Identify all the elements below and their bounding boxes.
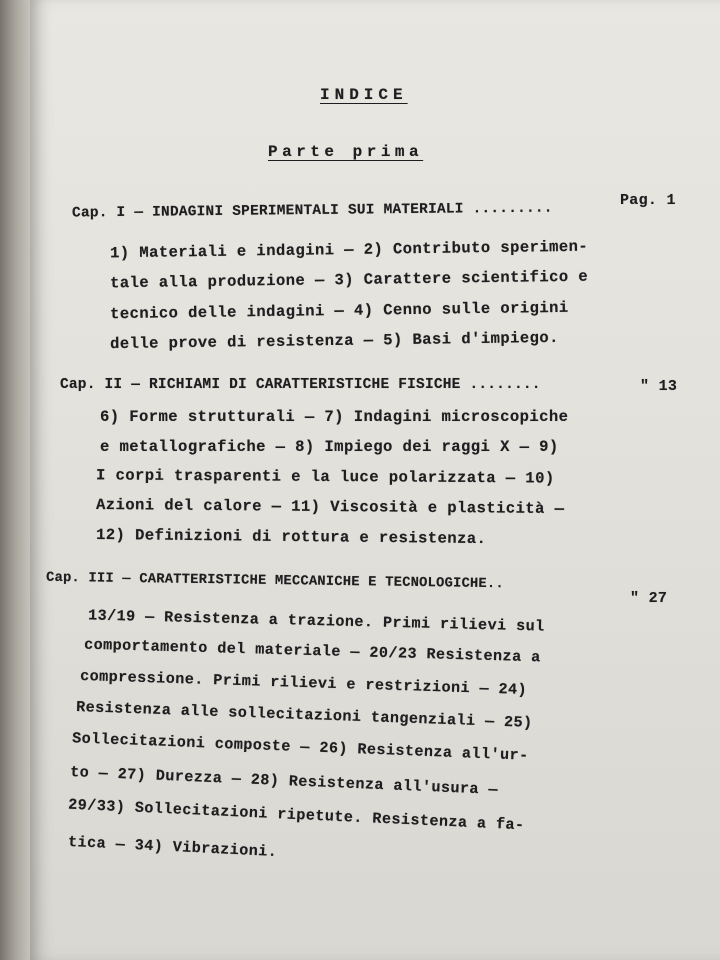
chapter-1-heading: Cap. I — INDAGINI SPERIMENTALI SUI MATERIALI ......... — [71, 200, 553, 222]
chapter-2-line: e metallografiche — 8) Impiego dei raggi X — 9) — [100, 438, 559, 456]
binding-edge — [0, 0, 34, 960]
chapter-1-line: tecnico delle indagini — 4) Cenno sulle origini — [109, 298, 569, 324]
document-page — [30, 0, 720, 960]
chapter-3-line: Sollecitazioni composte — 26) Resistenza all'ur- — [71, 729, 529, 765]
chapter-2-line: 6) Forme strutturali — 7) Indagini microscopiche — [100, 408, 569, 426]
document-title: INDICE — [320, 86, 408, 104]
chapter-1-line: tale alla produzione — 3) Carattere scientifico e — [109, 267, 589, 293]
chapter-2-line: Azioni del calore — 11) Viscosità e plasticità — — [95, 495, 565, 519]
chapter-1-page-ref: Pag. 1 — [620, 192, 676, 209]
chapter-1-line: delle prove di resistenza — 5) Basi d'impiego. — [109, 328, 559, 354]
part-heading: Parte prima — [268, 143, 424, 161]
chapter-2-heading: Cap. II — RICHIAMI DI CARATTERISTICHE FISICHE ........ — [60, 377, 541, 393]
chapter-3-page-ref: " 27 — [630, 590, 668, 607]
chapter-1-line: 1) Materiali e indagini — 2) Contributo sperimen- — [109, 237, 589, 263]
chapter-2-line: I corpi trasparenti e la luce polarizzata — 10) — [95, 466, 555, 488]
chapter-3-line: tica — 34) Vibrazioni. — [67, 832, 278, 862]
chapter-3-line: to — 27) Durezza — 28) Resistenza all'usura — — [69, 763, 499, 799]
chapter-3-line: compressione. Primi rilievi e restrizioni — 24) — [79, 666, 528, 700]
chapter-3-heading: Cap. III — CARATTERISTICHE MECCANICHE E TECNOLOGICHE.. — [45, 570, 504, 593]
chapter-3-line: 13/19 — Resistenza a trazione. Primi rilievi sul — [87, 606, 545, 636]
chapter-2-page-ref: " 13 — [640, 378, 678, 395]
chapter-3-line: comportamento del materiale — 20/23 Resistenza a — [83, 635, 541, 667]
chapter-2-line: 12) Definizioni di rottura e resistenza. — [95, 525, 487, 549]
chapter-3-line: Resistenza alle sollecitazioni tangenziali — 25) — [75, 698, 533, 732]
chapter-3-line: 29/33) Sollecitazioni ripetute. Resistenza a fa- — [67, 795, 525, 835]
